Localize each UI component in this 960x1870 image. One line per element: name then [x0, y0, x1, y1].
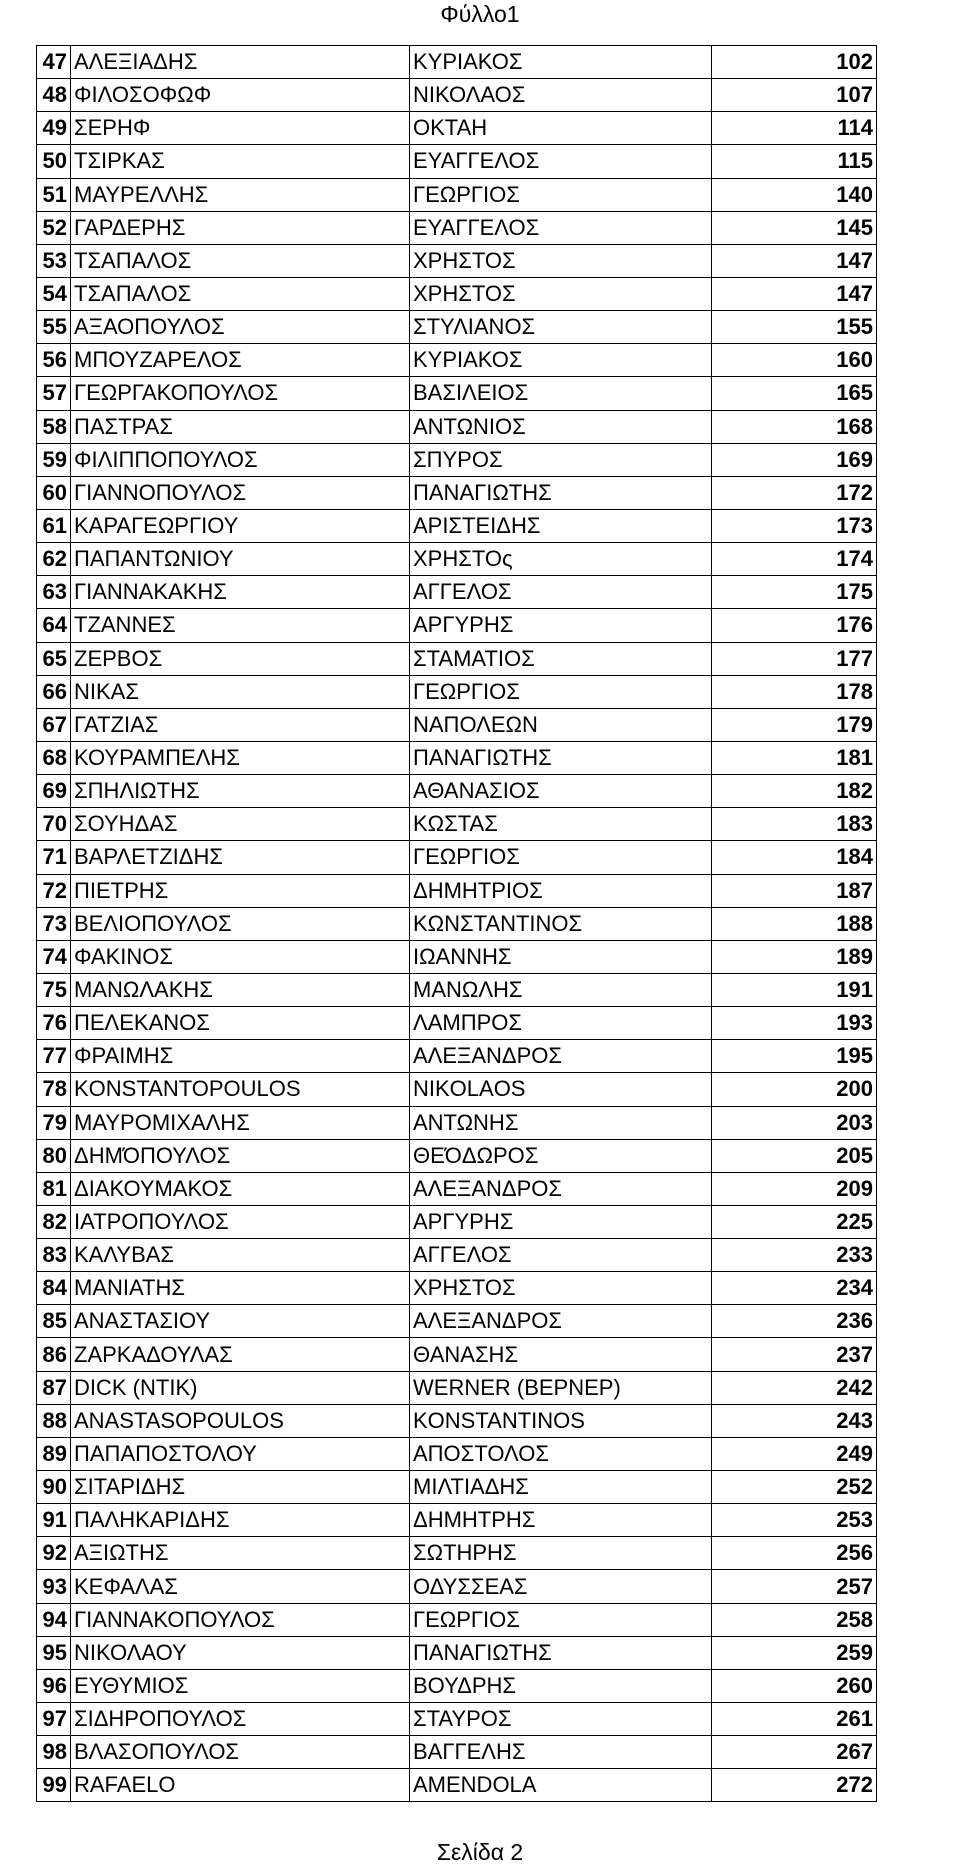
surname-cell: ΜΠΟΥΖΑΡΕΛΟΣ [71, 344, 410, 377]
table-row [37, 1272, 877, 1305]
value-cell: 176 [712, 609, 877, 642]
row-number: 62 [37, 543, 71, 576]
surname-cell: DICK (ΝΤΙΚ) [71, 1371, 410, 1404]
value-cell: 253 [712, 1504, 877, 1537]
table-row [37, 410, 877, 443]
value-cell: 267 [712, 1736, 877, 1769]
value-cell: 252 [712, 1471, 877, 1504]
row-number: 98 [37, 1736, 71, 1769]
first-name-cell: ΑΘΑΝΑΣΙΟΣ [410, 775, 712, 808]
row-number: 77 [37, 1040, 71, 1073]
value-cell: 237 [712, 1338, 877, 1371]
first-name-cell: ΔΗΜΗΤΡΙΟΣ [410, 874, 712, 907]
first-name-cell: ΑΓΓΕΛΟΣ [410, 576, 712, 609]
sheet-title: Φύλλο1 [440, 1, 520, 27]
value-cell: 173 [712, 509, 877, 542]
value-cell: 256 [712, 1537, 877, 1570]
row-number: 87 [37, 1371, 71, 1404]
first-name-cell: ΙΩΑΝΝΗΣ [410, 940, 712, 973]
first-name-cell: ΛΑΜΠΡΟΣ [410, 1007, 712, 1040]
value-cell: 193 [712, 1007, 877, 1040]
table-row [37, 609, 877, 642]
surname-cell: ΒΛΑΣΟΠΟΥΛΟΣ [71, 1736, 410, 1769]
row-number: 51 [37, 178, 71, 211]
row-number: 94 [37, 1603, 71, 1636]
surname-cell: ΒΑΡΛΕΤΖΙΔΗΣ [71, 841, 410, 874]
surname-cell: ΒΕΛΙΟΠΟΥΛΟΣ [71, 907, 410, 940]
table-row [37, 907, 877, 940]
value-cell: 179 [712, 708, 877, 741]
row-number: 96 [37, 1669, 71, 1702]
row-number: 61 [37, 509, 71, 542]
table-row [37, 576, 877, 609]
row-number: 73 [37, 907, 71, 940]
surname-cell: ΠΑΣΤΡΑΣ [71, 410, 410, 443]
value-cell: 184 [712, 841, 877, 874]
first-name-cell: ΣΩΤΗΡΗΣ [410, 1537, 712, 1570]
table-row [37, 1703, 877, 1736]
first-name-cell: ΧΡΗΣΤΟς [410, 543, 712, 576]
value-cell: 168 [712, 410, 877, 443]
first-name-cell: ΒΑΣΙΛΕΙΟΣ [410, 377, 712, 410]
first-name-cell: ΠΑΝΑΓΙΩΤΗΣ [410, 476, 712, 509]
surname-cell: ΠΙΕΤΡΗΣ [71, 874, 410, 907]
table-row [37, 1139, 877, 1172]
value-cell: 115 [712, 145, 877, 178]
surname-cell: ΚΑΡΑΓΕΩΡΓΙΟΥ [71, 509, 410, 542]
table-row [37, 344, 877, 377]
row-number: 90 [37, 1471, 71, 1504]
table-row [37, 841, 877, 874]
table-row [37, 277, 877, 310]
first-name-cell: ΕΥΑΓΓΕΛΟΣ [410, 211, 712, 244]
first-name-cell: ΔΗΜΗΤΡΗΣ [410, 1504, 712, 1537]
table-row [37, 443, 877, 476]
first-name-cell: ΠΑΝΑΓΙΩΤΗΣ [410, 741, 712, 774]
table-row [37, 1371, 877, 1404]
surname-cell: ΓΑΤΖΙΑΣ [71, 708, 410, 741]
table-row [37, 1007, 877, 1040]
first-name-cell: NIKOLAOS [410, 1073, 712, 1106]
surname-cell: ΓΙΑΝΝΟΠΟΥΛΟΣ [71, 476, 410, 509]
row-number: 49 [37, 112, 71, 145]
row-number: 93 [37, 1570, 71, 1603]
value-cell: 191 [712, 973, 877, 1006]
value-cell: 187 [712, 874, 877, 907]
table-row [37, 973, 877, 1006]
first-name-cell: ΣΠΥΡΟΣ [410, 443, 712, 476]
row-number: 71 [37, 841, 71, 874]
table-row [37, 642, 877, 675]
roster-table [36, 45, 877, 1802]
value-cell: 205 [712, 1139, 877, 1172]
first-name-cell: ΒΟΥΔΡΗΣ [410, 1669, 712, 1702]
surname-cell: ΓΙΑΝΝΑΚΑΚΗΣ [71, 576, 410, 609]
first-name-cell: ΑΛΕΞΑΝΔΡΟΣ [410, 1172, 712, 1205]
value-cell: 188 [712, 907, 877, 940]
first-name-cell: ΓΕΩΡΓΙΟΣ [410, 1603, 712, 1636]
row-number: 86 [37, 1338, 71, 1371]
surname-cell: ΣΙΤΑΡΙΔΗΣ [71, 1471, 410, 1504]
table-row [37, 1205, 877, 1238]
first-name-cell: ΣΤΑΜΑΤΙΟΣ [410, 642, 712, 675]
surname-cell: ANASTASOPOULOS [71, 1404, 410, 1437]
surname-cell: ΦΙΛΙΠΠΟΠΟΥΛΟΣ [71, 443, 410, 476]
surname-cell: ΖΕΡΒΟΣ [71, 642, 410, 675]
first-name-cell: ΜΙΛΤΙΑΔΗΣ [410, 1471, 712, 1504]
table-row [37, 1106, 877, 1139]
table-row [37, 874, 877, 907]
row-number: 57 [37, 377, 71, 410]
value-cell: 155 [712, 311, 877, 344]
surname-cell: ΜΑΥΡΟΜΙΧΑΛΗΣ [71, 1106, 410, 1139]
row-number: 75 [37, 973, 71, 1006]
table-row [37, 377, 877, 410]
value-cell: 107 [712, 79, 877, 112]
table-row [37, 112, 877, 145]
row-number: 59 [37, 443, 71, 476]
row-number: 67 [37, 708, 71, 741]
value-cell: 181 [712, 741, 877, 774]
row-number: 79 [37, 1106, 71, 1139]
value-cell: 233 [712, 1239, 877, 1272]
value-cell: 183 [712, 808, 877, 841]
first-name-cell: ΚΥΡΙΑΚΟΣ [410, 344, 712, 377]
surname-cell: ΚΟΥΡΑΜΠΕΛΗΣ [71, 741, 410, 774]
table-row [37, 1338, 877, 1371]
row-number: 48 [37, 79, 71, 112]
surname-cell: RAFAELO [71, 1769, 410, 1802]
value-cell: 189 [712, 940, 877, 973]
page-number: Σελίδα 2 [436, 1839, 524, 1865]
value-cell: 260 [712, 1669, 877, 1702]
surname-cell: ΦΡΑΙΜΗΣ [71, 1040, 410, 1073]
row-number: 47 [37, 46, 71, 79]
first-name-cell: ΠΑΝΑΓΙΩΤΗΣ [410, 1636, 712, 1669]
row-number: 91 [37, 1504, 71, 1537]
row-number: 52 [37, 211, 71, 244]
value-cell: 236 [712, 1305, 877, 1338]
first-name-cell: ΘΕΌΔΩΡΟΣ [410, 1139, 712, 1172]
table-row [37, 1603, 877, 1636]
value-cell: 147 [712, 244, 877, 277]
table-row [37, 775, 877, 808]
table-row [37, 1736, 877, 1769]
first-name-cell: ΜΑΝΩΛΗΣ [410, 973, 712, 1006]
value-cell: 140 [712, 178, 877, 211]
table-row [37, 675, 877, 708]
surname-cell: ΓΙΑΝΝΑΚΟΠΟΥΛΟΣ [71, 1603, 410, 1636]
first-name-cell: ΑΝΤΩΝΗΣ [410, 1106, 712, 1139]
value-cell: 169 [712, 443, 877, 476]
value-cell: 165 [712, 377, 877, 410]
value-cell: 234 [712, 1272, 877, 1305]
first-name-cell: ΝΙΚΟΛΑΟΣ [410, 79, 712, 112]
first-name-cell: ΟΚΤΑΗ [410, 112, 712, 145]
value-cell: 225 [712, 1205, 877, 1238]
value-cell: 195 [712, 1040, 877, 1073]
first-name-cell: ΘΑΝΑΣΗΣ [410, 1338, 712, 1371]
row-number: 56 [37, 344, 71, 377]
row-number: 76 [37, 1007, 71, 1040]
row-number: 74 [37, 940, 71, 973]
row-number: 53 [37, 244, 71, 277]
row-number: 72 [37, 874, 71, 907]
roster-body [37, 46, 877, 1802]
table-row [37, 244, 877, 277]
surname-cell: ΠΑΠΑΠΟΣΤΟΛΟΥ [71, 1437, 410, 1470]
value-cell: 147 [712, 277, 877, 310]
table-row [37, 940, 877, 973]
row-number: 55 [37, 311, 71, 344]
first-name-cell: ΓΕΩΡΓΙΟΣ [410, 841, 712, 874]
value-cell: 243 [712, 1404, 877, 1437]
surname-cell: ΚΕΦΑΛΑΣ [71, 1570, 410, 1603]
value-cell: 160 [712, 344, 877, 377]
value-cell: 175 [712, 576, 877, 609]
value-cell: 114 [712, 112, 877, 145]
table-row [37, 1040, 877, 1073]
row-number: 63 [37, 576, 71, 609]
table-row [37, 1073, 877, 1106]
surname-cell: ΜΑΝΩΛΑΚΗΣ [71, 973, 410, 1006]
first-name-cell: AMENDOLA [410, 1769, 712, 1802]
first-name-cell: ΑΛΕΞΑΝΔΡΟΣ [410, 1305, 712, 1338]
row-number: 69 [37, 775, 71, 808]
value-cell: 209 [712, 1172, 877, 1205]
first-name-cell: ΧΡΗΣΤΟΣ [410, 244, 712, 277]
first-name-cell: ΓΕΩΡΓΙΟΣ [410, 675, 712, 708]
table-row [37, 1172, 877, 1205]
surname-cell: ΤΣΙΡΚΑΣ [71, 145, 410, 178]
value-cell: 172 [712, 476, 877, 509]
value-cell: 258 [712, 1603, 877, 1636]
row-number: 82 [37, 1205, 71, 1238]
row-number: 60 [37, 476, 71, 509]
surname-cell: ΠΕΛΕΚΑΝΟΣ [71, 1007, 410, 1040]
value-cell: 102 [712, 46, 877, 79]
table-row [37, 211, 877, 244]
table-row [37, 741, 877, 774]
row-number: 99 [37, 1769, 71, 1802]
row-number: 70 [37, 808, 71, 841]
row-number: 78 [37, 1073, 71, 1106]
row-number: 88 [37, 1404, 71, 1437]
surname-cell: KONSTANTOPOULOS [71, 1073, 410, 1106]
surname-cell: ΔΗΜΌΠΟΥΛΟΣ [71, 1139, 410, 1172]
first-name-cell: ΓΕΩΡΓΙΟΣ [410, 178, 712, 211]
row-number: 58 [37, 410, 71, 443]
first-name-cell: ΒΑΓΓΕΛΗΣ [410, 1736, 712, 1769]
surname-cell: ΤΣΑΠΑΛΟΣ [71, 244, 410, 277]
first-name-cell: ΑΝΤΩΝΙΟΣ [410, 410, 712, 443]
row-number: 54 [37, 277, 71, 310]
table-row [37, 1669, 877, 1702]
first-name-cell: WERNER (ΒΕΡΝΕΡ) [410, 1371, 712, 1404]
surname-cell: ΠΑΠΑΝΤΩΝΙΟΥ [71, 543, 410, 576]
table-row [37, 509, 877, 542]
surname-cell: ΖΑΡΚΑΔΟΥΛΑΣ [71, 1338, 410, 1371]
value-cell: 259 [712, 1636, 877, 1669]
first-name-cell: ΣΤΑΥΡΟΣ [410, 1703, 712, 1736]
surname-cell: ΙΑΤΡΟΠΟΥΛΟΣ [71, 1205, 410, 1238]
surname-cell: ΤΣΑΠΑΛΟΣ [71, 277, 410, 310]
row-number: 65 [37, 642, 71, 675]
table-row [37, 543, 877, 576]
surname-cell: ΦΑΚΙΝΟΣ [71, 940, 410, 973]
first-name-cell: ΚΥΡΙΑΚΟΣ [410, 46, 712, 79]
table-row [37, 1769, 877, 1802]
first-name-cell: ΟΔΥΣΣΕΑΣ [410, 1570, 712, 1603]
row-number: 68 [37, 741, 71, 774]
first-name-cell: ΚΩΝΣΤΑΝΤΙΝΟΣ [410, 907, 712, 940]
value-cell: 178 [712, 675, 877, 708]
first-name-cell: ΑΛΕΞΑΝΔΡΟΣ [410, 1040, 712, 1073]
value-cell: 242 [712, 1371, 877, 1404]
table-row [37, 178, 877, 211]
table-row [37, 46, 877, 79]
table-row [37, 79, 877, 112]
surname-cell: ΑΛΕΞΙΑΔΗΣ [71, 46, 410, 79]
surname-cell: ΜΑΥΡΕΛΛΗΣ [71, 178, 410, 211]
surname-cell: ΑΞΑΟΠΟΥΛΟΣ [71, 311, 410, 344]
first-name-cell: ΧΡΗΣΤΟΣ [410, 277, 712, 310]
first-name-cell: ΑΡΓΥΡΗΣ [410, 609, 712, 642]
table-row [37, 1537, 877, 1570]
first-name-cell: ΝΑΠΟΛΕΩΝ [410, 708, 712, 741]
table-row [37, 476, 877, 509]
surname-cell: ΝΙΚΟΛΑΟΥ [71, 1636, 410, 1669]
row-number: 89 [37, 1437, 71, 1470]
surname-cell: ΣΠΗΛΙΩΤΗΣ [71, 775, 410, 808]
table-row [37, 1404, 877, 1437]
table-row [37, 708, 877, 741]
first-name-cell: ΑΡΙΣΤΕΙΔΗΣ [410, 509, 712, 542]
row-number: 97 [37, 1703, 71, 1736]
first-name-cell: ΑΡΓΥΡΗΣ [410, 1205, 712, 1238]
surname-cell: ΣΕΡΗΦ [71, 112, 410, 145]
first-name-cell: ΧΡΗΣΤΟΣ [410, 1272, 712, 1305]
table-row [37, 1305, 877, 1338]
value-cell: 257 [712, 1570, 877, 1603]
surname-cell: ΠΑΛΗΚΑΡΙΔΗΣ [71, 1504, 410, 1537]
table-row [37, 311, 877, 344]
value-cell: 182 [712, 775, 877, 808]
surname-cell: ΓΑΡΔΕΡΗΣ [71, 211, 410, 244]
table-row [37, 1239, 877, 1272]
surname-cell: ΝΙΚΑΣ [71, 675, 410, 708]
value-cell: 174 [712, 543, 877, 576]
value-cell: 203 [712, 1106, 877, 1139]
surname-cell: ΣΙΔΗΡΟΠΟΥΛΟΣ [71, 1703, 410, 1736]
row-number: 85 [37, 1305, 71, 1338]
value-cell: 177 [712, 642, 877, 675]
table-row [37, 1570, 877, 1603]
value-cell: 200 [712, 1073, 877, 1106]
first-name-cell: ΑΓΓΕΛΟΣ [410, 1239, 712, 1272]
value-cell: 249 [712, 1437, 877, 1470]
first-name-cell: KONSTANTINOS [410, 1404, 712, 1437]
surname-cell: ΔΙΑΚΟΥΜΑΚΟΣ [71, 1172, 410, 1205]
surname-cell: ΦΙΛΟΣΟΦΩΦ [71, 79, 410, 112]
value-cell: 261 [712, 1703, 877, 1736]
first-name-cell: ΚΩΣΤΑΣ [410, 808, 712, 841]
value-cell: 272 [712, 1769, 877, 1802]
table-row [37, 1471, 877, 1504]
row-number: 81 [37, 1172, 71, 1205]
first-name-cell: ΕΥΑΓΓΕΛΟΣ [410, 145, 712, 178]
table-row [37, 1636, 877, 1669]
row-number: 50 [37, 145, 71, 178]
table-row [37, 808, 877, 841]
surname-cell: ΑΞΙΩΤΗΣ [71, 1537, 410, 1570]
row-number: 64 [37, 609, 71, 642]
row-number: 83 [37, 1239, 71, 1272]
row-number: 95 [37, 1636, 71, 1669]
surname-cell: ΑΝΑΣΤΑΣΙΟΥ [71, 1305, 410, 1338]
table-row [37, 145, 877, 178]
surname-cell: ΜΑΝΙΑΤΗΣ [71, 1272, 410, 1305]
row-number: 66 [37, 675, 71, 708]
surname-cell: ΓΕΩΡΓΑΚΟΠΟΥΛΟΣ [71, 377, 410, 410]
row-number: 92 [37, 1537, 71, 1570]
row-number: 84 [37, 1272, 71, 1305]
row-number: 80 [37, 1139, 71, 1172]
value-cell: 145 [712, 211, 877, 244]
surname-cell: ΕΥΘΥΜΙΟΣ [71, 1669, 410, 1702]
table-row [37, 1504, 877, 1537]
first-name-cell: ΣΤΥΛΙΑΝΟΣ [410, 311, 712, 344]
surname-cell: ΤΖΑΝΝΕΣ [71, 609, 410, 642]
surname-cell: ΣΟΥΗΔΑΣ [71, 808, 410, 841]
surname-cell: ΚΑΛΥΒΑΣ [71, 1239, 410, 1272]
first-name-cell: ΑΠΟΣΤΟΛΟΣ [410, 1437, 712, 1470]
table-row [37, 1437, 877, 1470]
